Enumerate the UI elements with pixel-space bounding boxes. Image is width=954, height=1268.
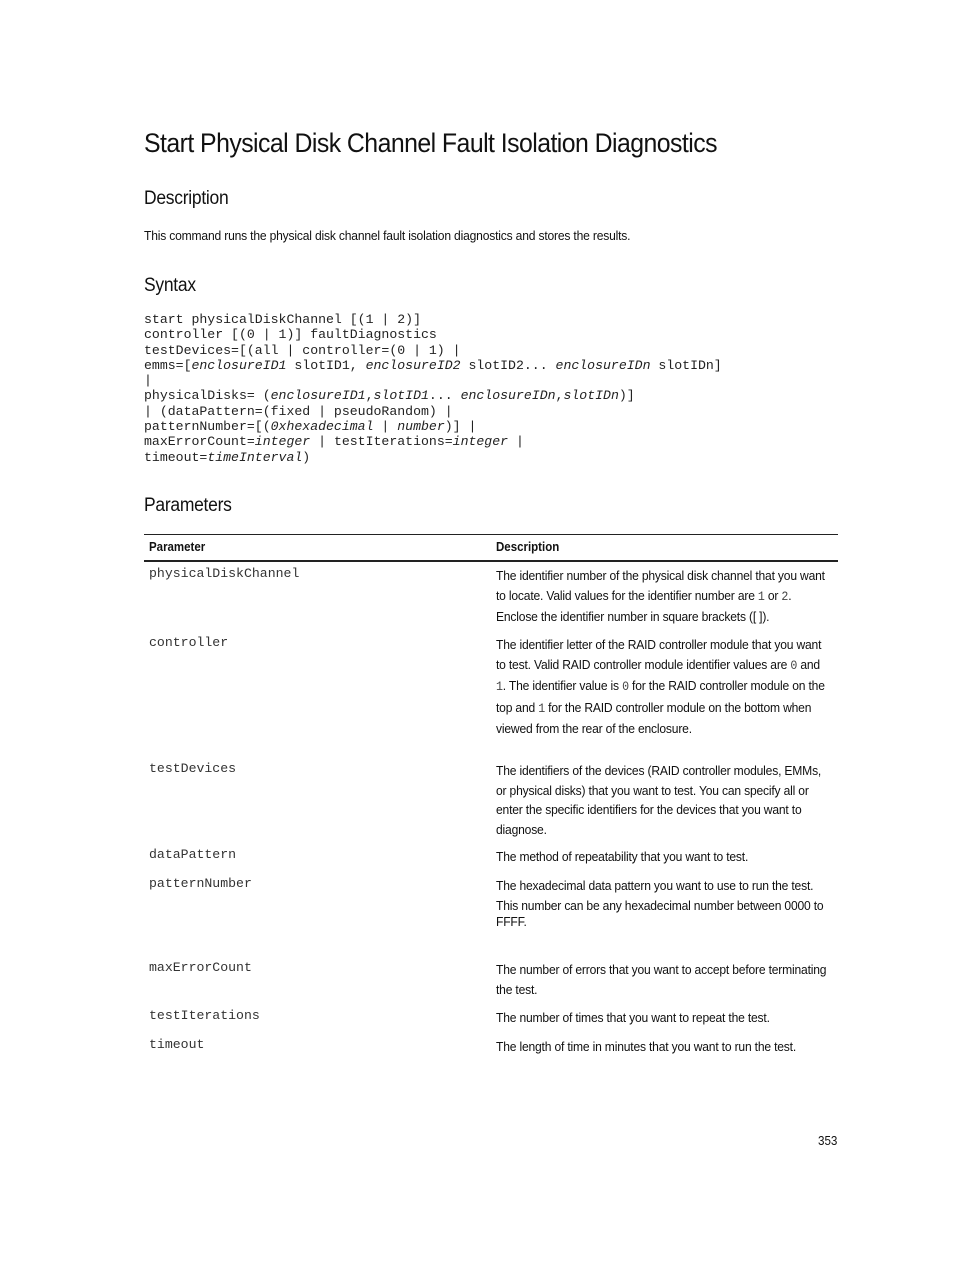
param-name: patternNumber [149,876,252,891]
syntax-heading: Syntax [144,275,196,296]
param-name: physicalDiskChannel [149,566,300,581]
param-name: controller [149,635,229,650]
param-name: dataPattern [149,847,237,862]
param-description: The number of errors that you want to accept before terminating the test. [496,962,827,997]
table-header [144,534,838,562]
description-heading: Description [144,188,229,209]
param-description: The identifiers of the devices (RAID controller modules, EMMs, or physical disks) that you want to test. You can specify all or enter the specific identifiers for the devices that you want to diagnose. [496,763,822,837]
page-title: Start Physical Disk Channel Fault Isolation Diagnostics [144,128,717,158]
param-description: The number of times that you want to repeat the test. [496,1010,770,1025]
description-text: This command runs the physical disk channel fault isolation diagnostics and stores the results. [144,228,631,243]
param-name: timeout [149,1037,205,1052]
param-description: The method of repeatability that you want to test. [496,849,749,864]
parameters-heading: Parameters [144,495,232,516]
param-description: The identifier letter of the RAID controller module that you want to test. Valid RAID controller module identifier values are 0 and 1. The identifier value is 0 for the RAID controller module on the top and 1 for the RAID controller module on the bottom when viewed from the rear of the enclosure. [496,637,825,736]
param-description: The identifier number of the physical disk channel that you want to locate. Valid values for the identifier number are 1 or 2. Enclose the identifier number in square brackets ([ ]). [496,568,825,624]
param-name: maxErrorCount [149,960,252,975]
param-description: The length of time in minutes that you want to run the test. [496,1039,796,1054]
param-description: The hexadecimal data pattern you want to use to run the test. This number can be any hexadecimal number between 0000 to FFFF. [496,878,824,929]
column-header-parameter: Parameter [149,540,206,554]
param-name: testDevices [149,761,237,776]
syntax-code-block: start physicalDiskChannel [(1 | 2)] controller [(0 | 1)] faultDiagnostics testDevices=[(all | controller=(0 | 1) | emms=[enclosureID1 slotID1, enclosureID2 slotID2... enclosureIDn slotIDn] | physicalDisks= (enclosureID1,slotID1... enclosureIDn,slotIDn)] | (dataPattern=(fixed | pseudoRandom) | patternNumber=[(0xhexadecimal | number)] | maxErrorCount=integer | testIterations=integer | timeout=timeInterval) [144,312,722,465]
param-name: testIterations [149,1008,260,1023]
parameters-table [144,534,838,1054]
column-header-description: Description [496,540,560,554]
page-number: 353 [818,1134,838,1148]
